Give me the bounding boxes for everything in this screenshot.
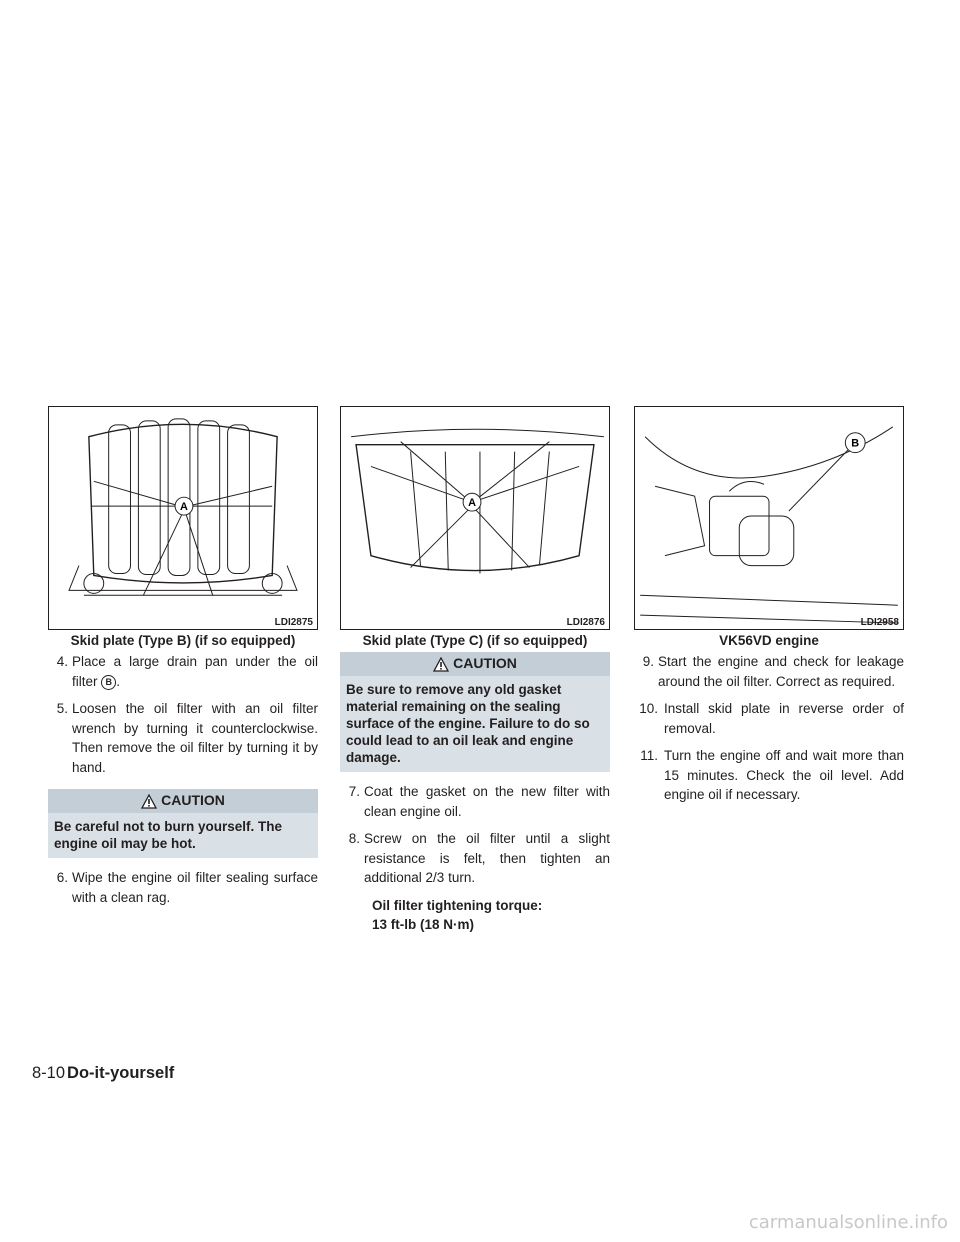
warning-triangle-icon: [141, 794, 157, 809]
step-4: [48, 652, 318, 691]
figure-skid-plate-type-b: [48, 406, 318, 630]
step-number: 6.: [56, 870, 68, 885]
caution-text: Be sure to remove any old gasket material remaining on the sealing surface of the engine. Failure to do so could lead to an oil leak and engine damage.: [346, 682, 590, 765]
caution-text: Be careful not to burn yourself. The engine oil may be hot.: [54, 819, 283, 851]
engine-oil-filter-illustration: [635, 407, 903, 629]
figure-caption: VK56VD engine: [719, 633, 819, 648]
column-3: [634, 652, 904, 813]
warning-triangle-icon: [433, 657, 449, 672]
caution-header: [340, 652, 610, 676]
step-number: 7.: [348, 784, 360, 799]
step-text: Coat the gasket on the new filter with clean engine oil.: [364, 784, 610, 819]
figure-caption: Skid plate (Type C) (if so equipped): [362, 633, 588, 648]
figure-code: LDI2876: [566, 617, 605, 628]
figure-code: LDI2958: [860, 617, 899, 628]
step-11: [634, 746, 904, 805]
figure-vk56vd-engine: [634, 406, 904, 630]
figure-skid-plate-type-c: [340, 406, 610, 630]
caution-header: [48, 789, 318, 813]
column-1: [48, 652, 318, 915]
callout-b: B: [851, 437, 860, 450]
caution-box: [48, 789, 318, 858]
skid-plate-type-b-illustration: [49, 407, 317, 629]
caution-title: CAUTION: [161, 792, 225, 809]
figure-code: LDI2875: [274, 617, 313, 628]
step-5: [48, 699, 318, 777]
torque-spec-value: 13 ft-lb (18 N·m): [372, 917, 475, 932]
callout-b-ref: B: [101, 675, 116, 690]
section-title: Do-it-yourself: [67, 1064, 175, 1082]
step-text: Turn the engine off and wait more than 15 minutes. Check the oil level. Add engine oil if necessary.: [664, 748, 904, 802]
step-7: [340, 782, 610, 821]
step-end: .: [116, 673, 121, 689]
step-text: Place a large drain pan under the oil filter: [72, 654, 318, 689]
step-text: Install skid plate in reverse order of removal.: [664, 701, 904, 736]
page-footer: [32, 1064, 174, 1083]
step-9: [634, 652, 904, 691]
step-text: Loosen the oil filter with an oil filter wrench by turning it counterclockwise. Then remove the oil filter by turning it by hand.: [72, 701, 318, 775]
figure-caption: Skid plate (Type B) (if so equipped): [70, 633, 296, 648]
caution-box: [340, 652, 610, 772]
step-number: 5.: [56, 701, 68, 716]
step-number: 4.: [56, 654, 68, 669]
caution-title: CAUTION: [453, 655, 517, 672]
step-6: [48, 868, 318, 907]
skid-plate-type-c-illustration: [341, 407, 609, 629]
page-number: 8-10: [32, 1064, 66, 1082]
step-text: Screw on the oil filter until a slight resistance is felt, then tighten an additional 2/3 turn.: [364, 831, 610, 885]
step-number: 9.: [642, 654, 654, 669]
step-8: [340, 829, 610, 888]
callout-a: A: [180, 501, 188, 514]
watermark: carmanualsonline.info: [748, 1212, 948, 1233]
step-number: 10.: [639, 701, 658, 716]
torque-spec-label: Oil filter tightening torque:: [372, 897, 543, 913]
step-number: 8.: [348, 831, 360, 846]
step-text: Wipe the engine oil filter sealing surface with a clean rag.: [72, 870, 318, 905]
column-2: [340, 652, 610, 935]
step-text: Start the engine and check for leakage around the oil filter. Correct as required.: [658, 654, 904, 689]
step-10: [634, 699, 904, 738]
step-number: 11.: [640, 748, 658, 763]
callout-a: A: [468, 497, 476, 510]
